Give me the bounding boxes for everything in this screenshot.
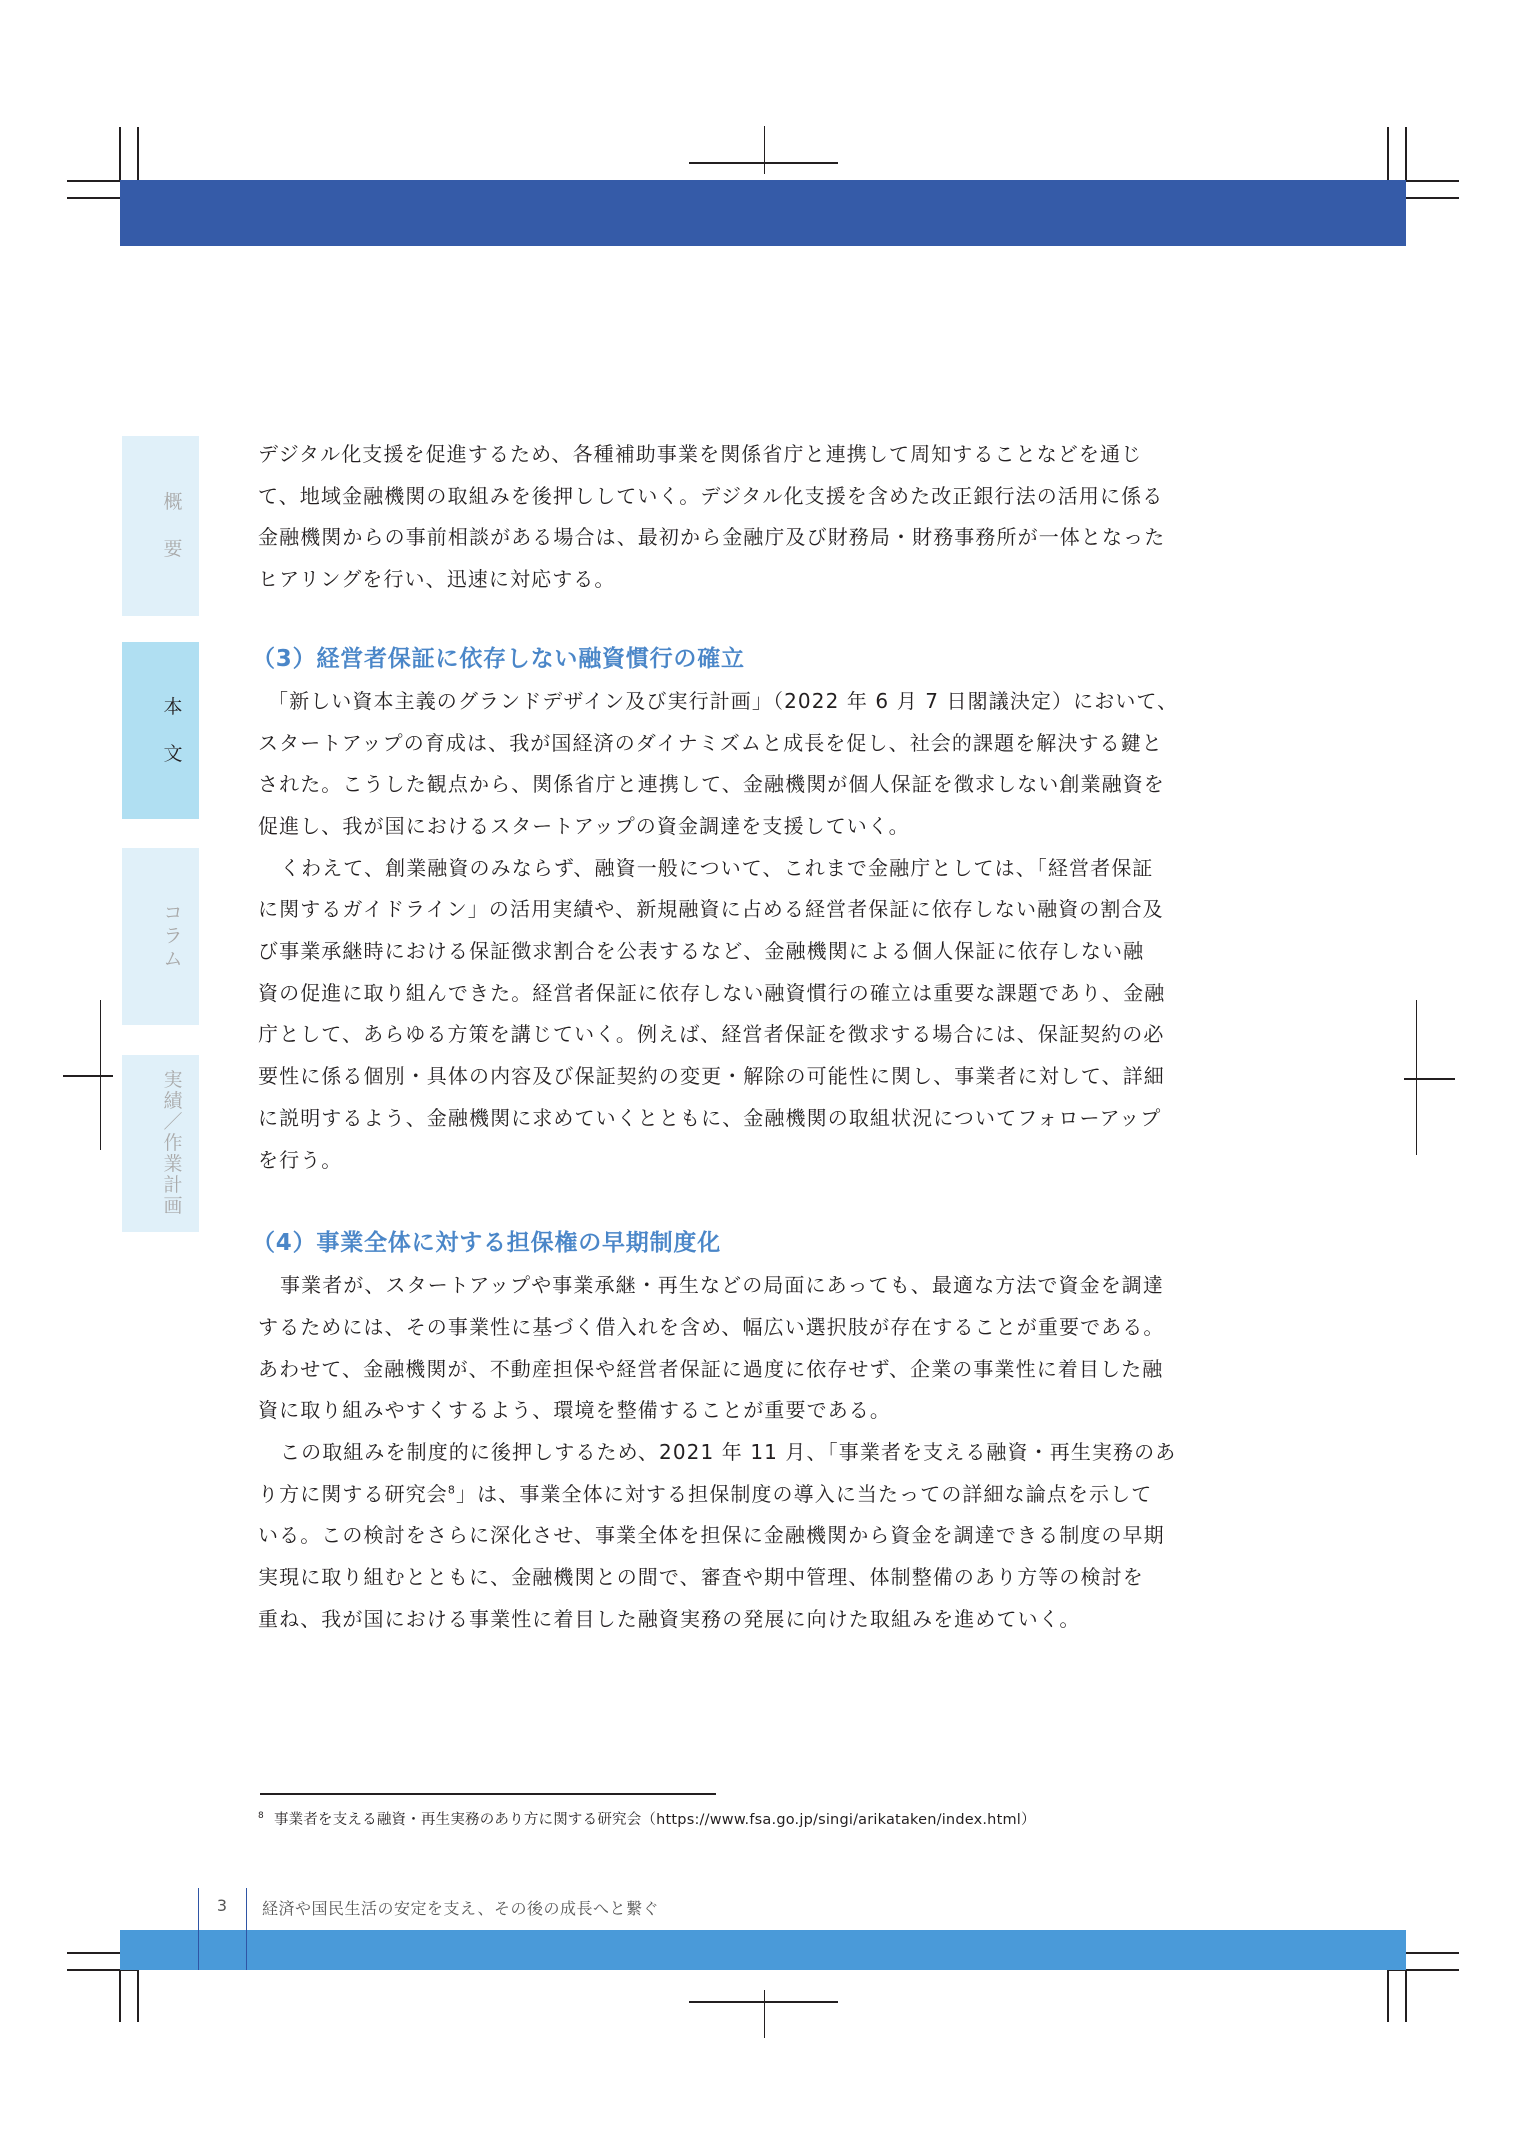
tab-char: ム <box>163 948 183 970</box>
tab-char: 計 <box>163 1174 183 1196</box>
footer-bar <box>120 1930 1406 1970</box>
crop-mark <box>67 1952 120 1954</box>
footnote-reference[interactable]: 8 <box>447 1483 457 1497</box>
section-4-paragraph-2: この取組みを制度的に後押しするため、2021 年 11 月、「事業者を支える融資・再生実務のあ り方に関する研究会$^8$」は、事業全体に対する担保制度の導入に当たっての詳細な論点を示して いる。この検討をさらに深化させ、事業全体を担保に金融機関から資金を調達できる制度の早期 実現に取り組むとともに、金融機関との間で、審査や期中管理、体制整備のあり方等の検討を 重ね、我が国における事業性に着目した融資実務の発展に向けた取組みを進めていく。 <box>258 1440 1177 1631</box>
crop-mark <box>67 197 120 199</box>
crop-mark <box>1406 180 1459 182</box>
footnote-marker: 8 <box>258 1811 264 1822</box>
tab-char: コ <box>163 902 183 924</box>
page-number: 3 <box>216 1896 228 1915</box>
crop-mark <box>1406 1952 1459 1954</box>
tab-char: 概 <box>163 491 183 513</box>
footer-divider <box>198 1888 199 1970</box>
crop-mark <box>137 1969 139 2022</box>
crop-mark <box>1404 1078 1455 1080</box>
crop-mark <box>1405 1969 1407 2022</box>
crop-mark <box>63 1075 113 1077</box>
crop-mark <box>1405 127 1407 180</box>
footnote-divider <box>260 1793 716 1795</box>
tab-char: 業 <box>163 1153 183 1175</box>
footer-divider <box>246 1888 247 1970</box>
tab-char: 作 <box>163 1132 183 1154</box>
sidebar-tab-results-plan[interactable] <box>122 1055 199 1232</box>
crop-mark <box>764 1990 765 2038</box>
tab-char: ／ <box>163 1111 183 1133</box>
footer-title: 経済や国民生活の安定を支え、その後の成長へと繋ぐ <box>262 1899 659 1918</box>
tab-char: ラ <box>163 925 183 947</box>
section-3-paragraph-1: 「新しい資本主義のグランドデザイン及び実行計画」（2022 年 6 月 7 日閣議決定）において、 スタートアップの育成は、我が国経済のダイナミズムと成長を促し、社会的課題を解決する鍵と された。こうした観点から、関係省庁と連携して、金融機関が個人保証を徴求しない創業融資を 促進し、我が国におけるスタートアップの資金調達を支援していく。 <box>258 688 1179 838</box>
sidebar-tab-main-text[interactable] <box>122 642 199 819</box>
crop-mark <box>689 2001 838 2003</box>
intro-paragraph: デジタル化支援を促進するため、各種補助事業を関係省庁と連携して周知することなどを通じ て、地域金融機関の取組みを後押ししていく。デジタル化支援を含めた改正銀行法の活用に係る 金融機関からの事前相談がある場合は、最初から金融庁及び財務局・財務事務所が一体となった ヒアリングを行い、迅速に対応する。 <box>258 442 1166 592</box>
tab-char: 本 <box>163 695 183 718</box>
section-4-paragraph-1: 事業者が、スタートアップや事業承継・再生などの局面にあっても、最適な方法で資金を調達 するためには、その事業性に基づく借入れを含め、幅広い選択肢が存在することが重要である。 あわせて、金融機関が、不動産担保や経営者保証に過度に依存せず、企業の事業性に着目した融 資に取り組みやすくするよう、環境を整備することが重要である。 <box>258 1273 1165 1423</box>
footnote <box>258 1808 1036 1829</box>
tab-char: 実 <box>163 1069 183 1091</box>
tab-char: 要 <box>163 538 183 560</box>
tab-char: 画 <box>163 1195 183 1217</box>
sidebar-tab-column[interactable] <box>122 848 199 1025</box>
header-bar <box>120 180 1406 246</box>
section-4-heading: （4）事業全体に対する担保権の早期制度化 <box>252 1230 722 1257</box>
crop-mark <box>764 126 765 174</box>
crop-mark <box>119 127 121 180</box>
crop-mark <box>1387 1969 1389 2022</box>
crop-mark <box>1387 127 1389 180</box>
sidebar-tab-overview[interactable] <box>122 436 199 616</box>
crop-mark <box>137 127 139 180</box>
section-3-heading: （3）経営者保証に依存しない融資慣行の確立 <box>252 645 745 672</box>
crop-mark <box>689 162 838 164</box>
main-content <box>252 434 1242 1641</box>
crop-mark <box>67 180 120 182</box>
crop-mark <box>1406 197 1459 199</box>
section-3-paragraph-2: くわえて、創業融資のみならず、融資一般について、これまで金融庁としては、「経営者保証 に関するガイドライン」の活用実績や、新規融資に占める経営者保証に依存しない融資の割合及 び事業承継時における保証徴求割合を公表するなど、金融機関による個人保証に依存しない融 資の促進に取り組んできた。経営者保証に依存しない融資慣行の確立は重要な課題であり、金融 庁として、あらゆる方策を講じていく。例えば、経営者保証を徴求する場合には、保証契約の必 要性に係る個別・具体の内容及び保証契約の変更・解除の可能性に関し、事業者に対して、詳細 に説明するよう、金融機関に求めていくとともに、金融機関の取組状況についてフォローアップ を行う。 <box>258 855 1166 1172</box>
tab-char: 績 <box>163 1090 183 1112</box>
tab-char: 文 <box>163 742 183 765</box>
crop-mark <box>119 1969 121 2022</box>
footnote-text: 事業者を支える融資・再生実務のあり方に関する研究会（https://www.fsa.go.jp/singi/arikataken/index.html） <box>273 1812 1036 1828</box>
